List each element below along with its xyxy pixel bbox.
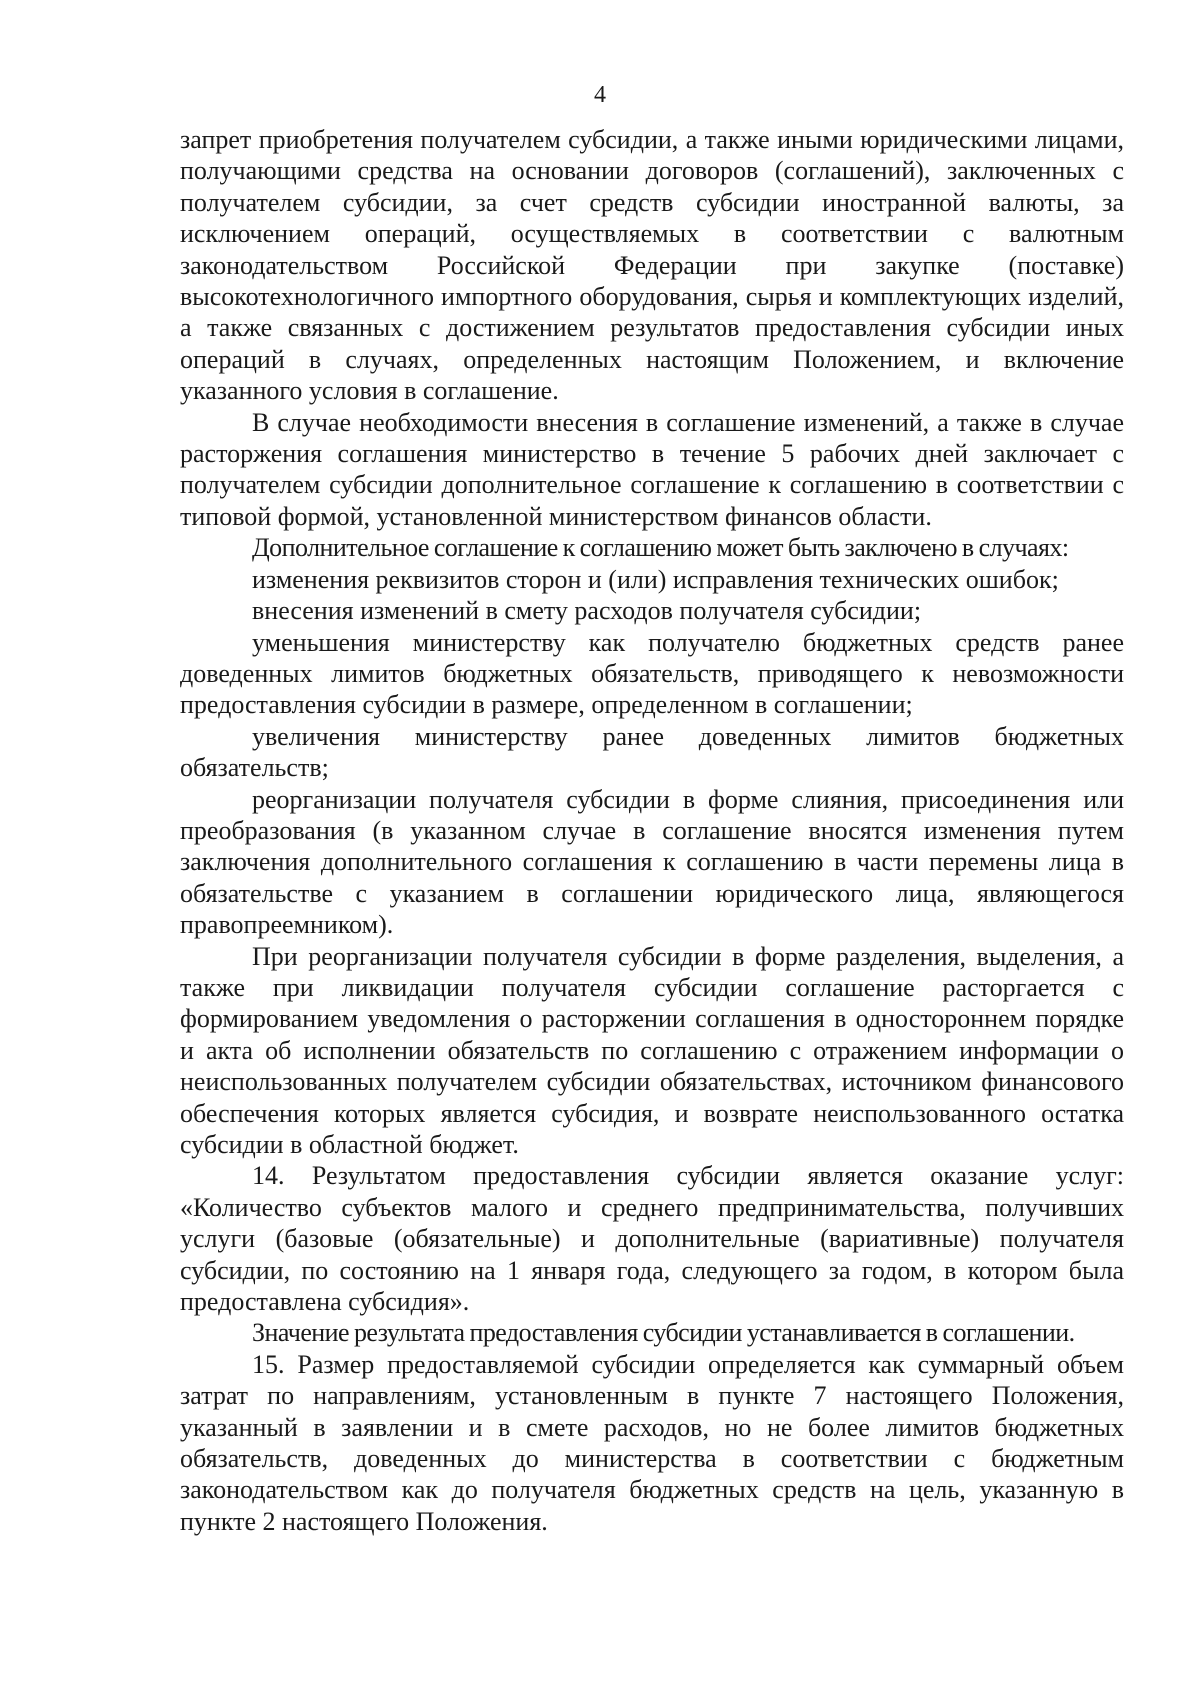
list-item-estimate-change: внесения изменений в смету расходов получателя субсидии; <box>252 596 922 626</box>
page-number: 4 <box>594 82 606 108</box>
list-item-reorganization: реорганизации получателя субсидии в форме слияния, присоединения или преобразования (в указанном случае в соглашение вносятся изменения путем заключения дополнительного соглашения к соглашению в части перемены лица в обязательстве с указанием в соглашении юридического лица, являющегося правопреемником). <box>180 784 1124 940</box>
paragraph-additional-agreement-cases: Дополнительное соглашение к соглашению может быть заключено в случаях: <box>252 533 1069 563</box>
paragraph-currency-ban: запрет приобретения получателем субсидии, а также иными юридическими лицами, получающими средства на основании договоров (соглашений), заключенных с получателем субсидии, за счет средств субсидии иностранной валюты, за исключением операций, осуществляемых в соответствии с валютным законодательством Российской Федерации при закупке (поставке) высокотехнологичного импортного оборудования, сырья и комплектующих изделий, а также связанных с достижением результатов предоставления субсидии иных операций в случаях, определенных настоящим Положением, и включение указанного условия в соглашение. <box>180 125 1124 406</box>
paragraph-item-14-result: 14. Результатом предоставления субсидии является оказание услуг: «Количество субъектов малого и среднего предпринимательства, получивших услуги (базовые (обязательные) и дополнительные (вариативные) получателя субсидии, по состоянию на 1 января года, следующего за годом, в котором была предоставлена субсидия». <box>180 1161 1124 1317</box>
paragraph-item-15-size: 15. Размер предоставляемой субсидии определяется как суммарный объем затрат по направлениям, установленным в пункте 7 настоящего Положения, указанный в заявлении и в смете расходов, но не более лимитов бюджетных обязательств, доведенных до министерства в соответствии с бюджетным законодательством как до получателя бюджетных средств на цель, указанную в пункте 2 настоящего Положения. <box>180 1349 1124 1536</box>
paragraph-agreement-changes: В случае необходимости внесения в соглашение изменений, а также в случае расторжения соглашения министерство в течение 5 рабочих дней заключает с получателем субсидии дополнительное соглашение к соглашению в соответствии с типовой формой, установленной министерством финансов области. <box>180 407 1124 531</box>
list-item-limits-decrease: уменьшения министерству как получателю бюджетных средств ранее доведенных лимитов бюджетных обязательств, приводящего к невозможности предоставления субсидии в размере, определенном в соглашении; <box>180 627 1124 720</box>
paragraph-reorganization-termination: При реорганизации получателя субсидии в форме разделения, выделения, а также при ликвидации получателя субсидии соглашение расторгается с формированием уведомления о расторжении соглашения в одностороннем порядке и акта об исполнении обязательств по соглашению с отражением информации о неиспользованных получателем субсидии обязательствах, источником финансового обеспечения которых является субсидия, и возврате неиспользованного остатка субсидии в областной бюджет. <box>180 941 1124 1159</box>
list-item-limits-increase: увеличения министерству ранее доведенных лимитов бюджетных обязательств; <box>180 721 1124 783</box>
document-body <box>180 124 1124 1537</box>
list-item-requisites-change: изменения реквизитов сторон и (или) исправления технических ошибок; <box>252 564 1059 594</box>
paragraph-result-value: Значение результата предоставления субсидии устанавливается в соглашении. <box>252 1318 1075 1348</box>
